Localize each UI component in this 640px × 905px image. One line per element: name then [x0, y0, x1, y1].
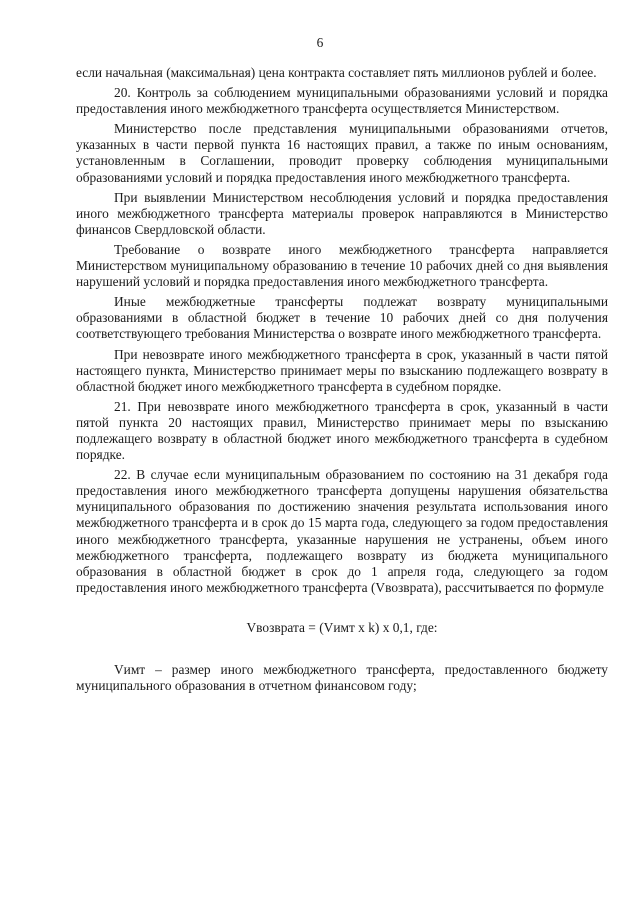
- paragraph: Требование о возврате иного межбюджетного трансферта направляется Министерством муниципальному образованию в течение 10 рабочих дней со дня выявления нарушений условий и порядка предоставления иного межбюджетного трансферта.: [76, 241, 608, 290]
- paragraph-item-20: 20. Контроль за соблюдением муниципальными образованиями условий и порядка предоставления иного межбюджетного трансферта осуществляется Министерством.: [76, 85, 608, 117]
- paragraph-item-21: 21. При невозврате иного межбюджетного трансферта в срок, указанный в части пятой пункта 20 настоящих правил, Министерство принимает меры по взысканию подлежащего возврату в областной бюджет иного межбюджетного трансферта в судебном порядке.: [76, 398, 608, 463]
- formula: Vвозврата = (Vимт x k) x 0,1, где:: [246, 619, 438, 635]
- paragraph: Министерство после представления муниципальными образованиями отчетов, указанных в части первой пункта 16 настоящих правил, а также по иным основаниям, установленным в Соглашении, проводит проверку соблюдения муниципальными образованиями условий и порядка предоставления иного межбюджетного трансферта.: [76, 121, 608, 185]
- paragraph: При невозврате иного межбюджетного трансферта в срок, указанный в части пятой настоящего пункта, Министерство принимает меры по взысканию подлежащего возврату в областной бюджет иного межбюджетного трансферта в судебном порядке.: [76, 346, 608, 394]
- paragraph: Иные межбюджетные трансферты подлежат возврату муниципальными образованиями в областной бюджет в течение 10 рабочих дней со дня получения соответствующего требования Министерства о возврате иного межбюджетного трансферта.: [76, 294, 608, 342]
- formula-definition: Vимт – размер иного межбюджетного трансферта, предоставленного бюджету муниципального образования в отчетном финансовом году;: [76, 662, 608, 694]
- paragraph-item-22: 22. В случае если муниципальным образованием по состоянию на 31 декабря года предоставления иного межбюджетного трансферта допущены нарушения обязательства муниципального образования по достижению значения результата использования иного межбюджетного трансферта и в срок до 15 марта года, следующего за годом предоставления иного межбюджетного трансферта, указанные нарушения не устранены, объем иного межбюджетного трансферта, подлежащего возврату из бюджета муниципального образования в областной бюджет в срок до 1 апреля года, следующего за годом предоставления иного межбюджетного трансферта (Vвозврата), рассчитывается по формуле: [76, 467, 608, 595]
- paragraph: При выявлении Министерством несоблюдения условий и порядка предоставления иного межбюджетного трансферта материалы проверок направляются в Министерство финансов Свердловской области.: [76, 189, 608, 237]
- page-number: 6: [316, 35, 324, 50]
- paragraph-continuation: если начальная (максимальная) цена контракта составляет пять миллионов рублей и более.: [76, 65, 597, 80]
- document-body: [76, 65, 608, 698]
